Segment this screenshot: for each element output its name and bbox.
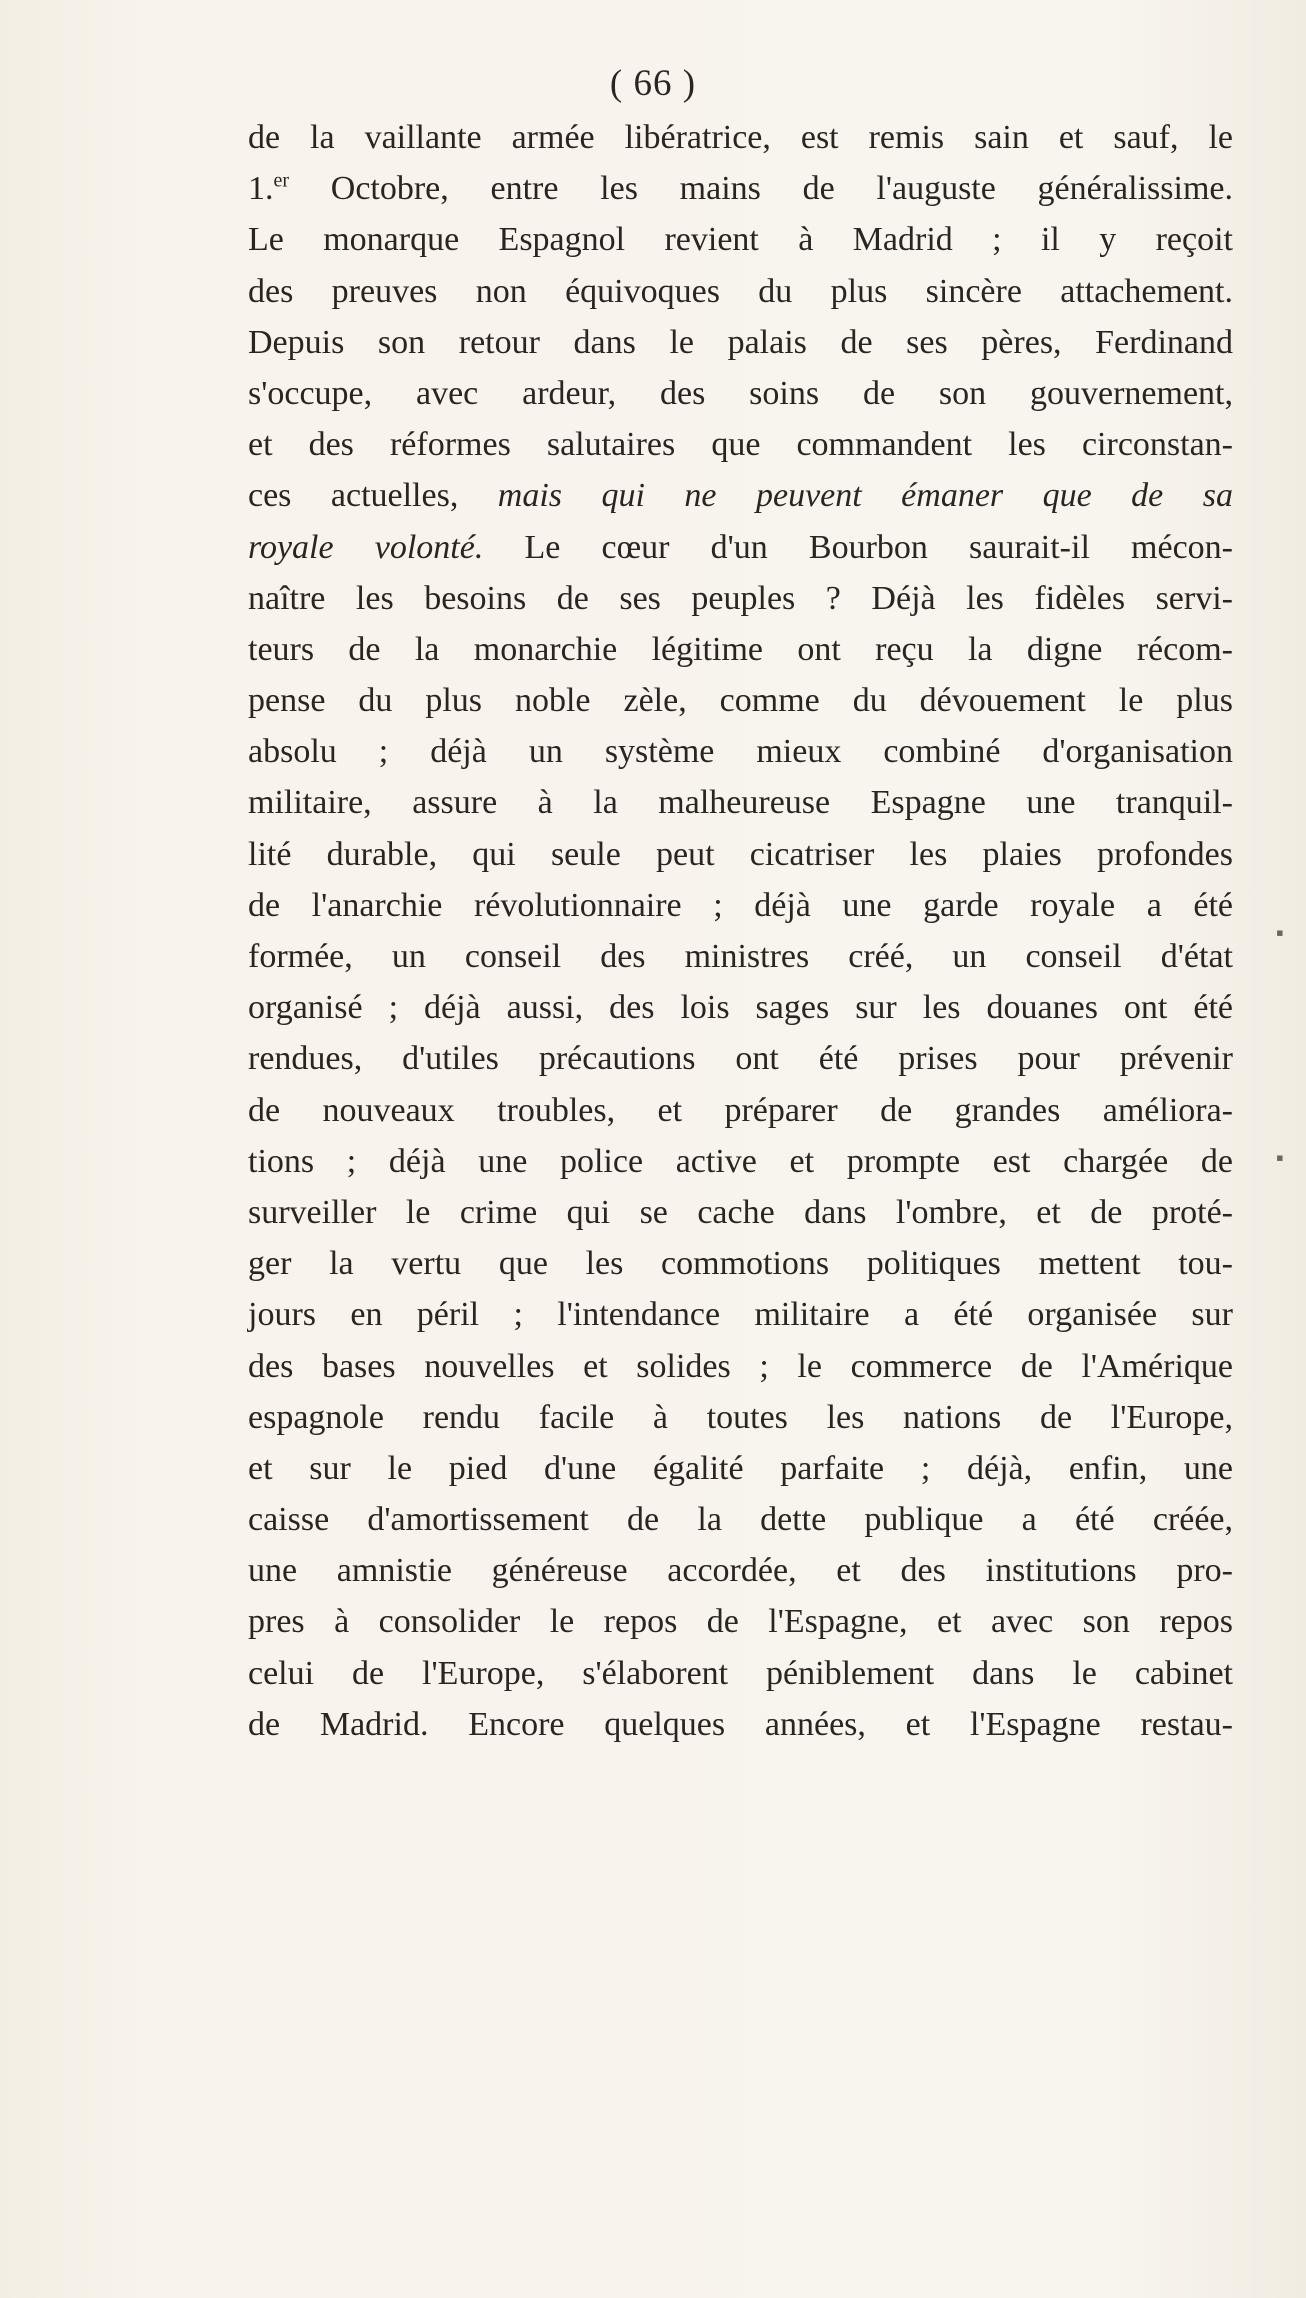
text-line <box>248 317 1233 368</box>
text-line <box>248 1648 1233 1699</box>
text-line <box>248 1136 1233 1187</box>
line-text: et sur le pied d'une égalité parfaite ; déjà, enfin, une <box>248 1449 1233 1487</box>
line-text: s'occupe, avec ardeur, des soins de son gouvernement, <box>248 374 1233 412</box>
body-text <box>248 112 1233 1750</box>
text-line <box>248 1187 1233 1238</box>
text-line <box>248 1443 1233 1494</box>
text-line <box>248 1392 1233 1443</box>
line-text: tions ; déjà une police active et prompte est chargée de <box>248 1142 1233 1180</box>
text-line <box>248 368 1233 419</box>
text-line <box>248 163 1233 214</box>
text-line <box>248 419 1233 470</box>
text-line <box>248 1545 1233 1596</box>
line-text: Depuis son retour dans le palais de ses pères, Ferdinand <box>248 323 1233 361</box>
line-text: Le cœur d'un Bourbon saurait-il mécon- <box>483 528 1233 566</box>
line-text: de Madrid. Encore quelques années, et l'Espagne restau- <box>248 1705 1233 1743</box>
text-line <box>248 1238 1233 1289</box>
line-text: organisé ; déjà aussi, des lois sages sur les douanes ont été <box>248 989 1233 1027</box>
line-text: et des réformes salutaires que commandent les circonstan- <box>248 426 1233 464</box>
line-text: naître les besoins de ses peuples ? Déjà les fidèles servi- <box>248 579 1233 617</box>
line-text: militaire, assure à la malheureuse Espagne une tranquil- <box>248 784 1233 822</box>
text-line <box>248 573 1233 624</box>
line-text: de l'anarchie révolutionnaire ; déjà une garde royale a été <box>248 886 1233 924</box>
line-text: absolu ; déjà un système mieux combiné d'organisation <box>248 733 1233 771</box>
line-text: Octobre, entre les mains de l'auguste généralissime. <box>289 170 1233 208</box>
line-text: espagnole rendu facile à toutes les nations de l'Europe, <box>248 1398 1233 1436</box>
text-line <box>248 1289 1233 1340</box>
text-line <box>248 112 1233 163</box>
italic-text: royale volonté. <box>248 528 484 566</box>
text-line <box>248 777 1233 828</box>
text-line <box>248 266 1233 317</box>
line-text: caisse d'amortissement de la dette publique a été créée, <box>248 1501 1233 1539</box>
text-line <box>248 1033 1233 1084</box>
text-line <box>248 522 1233 573</box>
line-text: surveiller le crime qui se cache dans l'ombre, et de proté- <box>248 1193 1233 1231</box>
italic-text: mais qui ne peuvent émaner que de sa <box>497 477 1233 515</box>
line-text: jours en péril ; l'intendance militaire a été organisée sur <box>248 1296 1233 1334</box>
line-text: une amnistie généreuse accordée, et des institutions pro- <box>248 1552 1233 1590</box>
text-line <box>248 1085 1233 1136</box>
text-line <box>248 1341 1233 1392</box>
text-line <box>248 982 1233 1033</box>
text-line <box>248 1596 1233 1647</box>
line-prefix: 1. <box>248 170 274 208</box>
text-line <box>248 1699 1233 1750</box>
text-line <box>248 726 1233 777</box>
line-text: teurs de la monarchie légitime ont reçu la digne récom- <box>248 630 1233 668</box>
superscript: er <box>273 169 290 192</box>
line-text: celui de l'Europe, s'élaborent péniblement dans le cabinet <box>248 1654 1233 1692</box>
text-line <box>248 624 1233 675</box>
line-text: de nouveaux troubles, et préparer de grandes améliora- <box>248 1091 1233 1129</box>
line-text: ces actuelles, <box>248 477 498 515</box>
line-text: des bases nouvelles et solides ; le commerce de l'Amérique <box>248 1347 1233 1385</box>
line-text: ger la vertu que les commotions politiques mettent tou- <box>248 1245 1233 1283</box>
line-text: Le monarque Espagnol revient à Madrid ; il y reçoit <box>248 221 1233 259</box>
text-line <box>248 675 1233 726</box>
text-line <box>248 1494 1233 1545</box>
text-line <box>248 829 1233 880</box>
line-text: rendues, d'utiles précautions ont été prises pour prévenir <box>248 1040 1233 1078</box>
margin-speck: ▪ <box>1276 1145 1284 1170</box>
line-text: lité durable, qui seule peut cicatriser les plaies profondes <box>248 835 1233 873</box>
line-text: pres à consolider le repos de l'Espagne, et avec son repos <box>248 1603 1233 1641</box>
text-line <box>248 214 1233 265</box>
line-text: pense du plus noble zèle, comme du dévouement le plus <box>248 682 1233 720</box>
line-text: formée, un conseil des ministres créé, un conseil d'état <box>248 938 1233 975</box>
margin-speck: ▪ <box>1276 920 1284 945</box>
line-text: des preuves non équivoques du plus sincère attachement. <box>248 272 1233 310</box>
line-text: de la vaillante armée libératrice, est remis sain et sauf, le <box>248 119 1233 156</box>
text-line <box>248 470 1233 521</box>
page-number: ( 66 ) <box>609 63 697 104</box>
text-line <box>248 931 1233 982</box>
text-line <box>248 880 1233 931</box>
